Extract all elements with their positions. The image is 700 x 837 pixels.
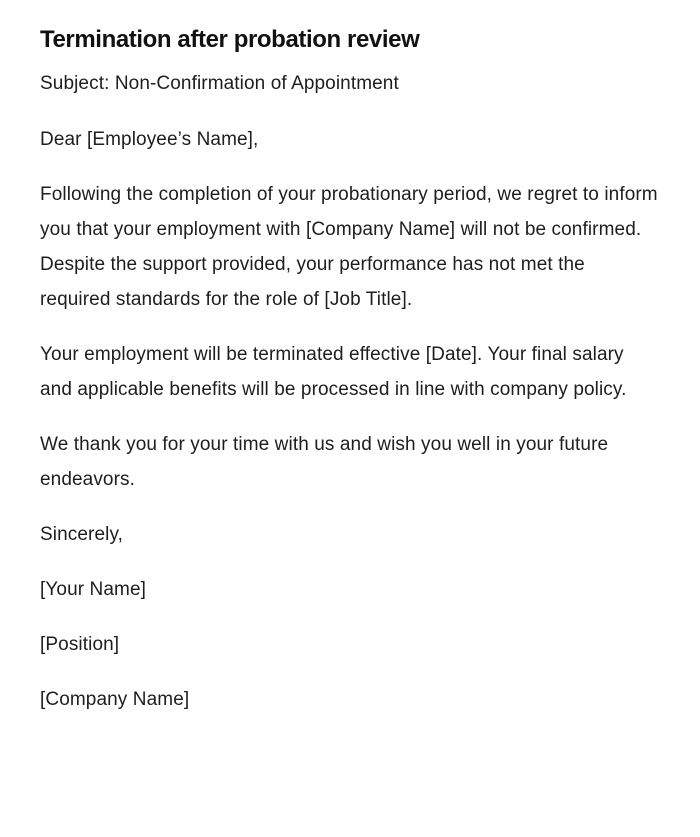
letter-subject: Subject: Non-Confirmation of Appointment (40, 73, 399, 94)
letter-body-paragraph: Your employment will be terminated effective [Date]. Your final salary and applicable benefits will be processed in line with company policy. (40, 344, 627, 400)
letter-body-paragraph: Following the completion of your probationary period, we regret to inform you that your employment with [Company Name] will not be confirmed. Despite the support provided, your performance has not met the required standards for the role of [Job Title]. (40, 184, 658, 310)
letter-title: Termination after probation review (40, 26, 420, 53)
letter-salutation: Dear [Employee’s Name], (40, 129, 259, 150)
letter-body-paragraph: We thank you for your time with us and wish you well in your future endeavors. (40, 434, 609, 490)
letter-closing: Sincerely, (40, 524, 124, 545)
signature-position: [Position] (40, 634, 120, 655)
signature-company: [Company Name] (40, 689, 190, 710)
letter-document (40, 24, 660, 737)
signature-name: [Your Name] (40, 579, 147, 600)
